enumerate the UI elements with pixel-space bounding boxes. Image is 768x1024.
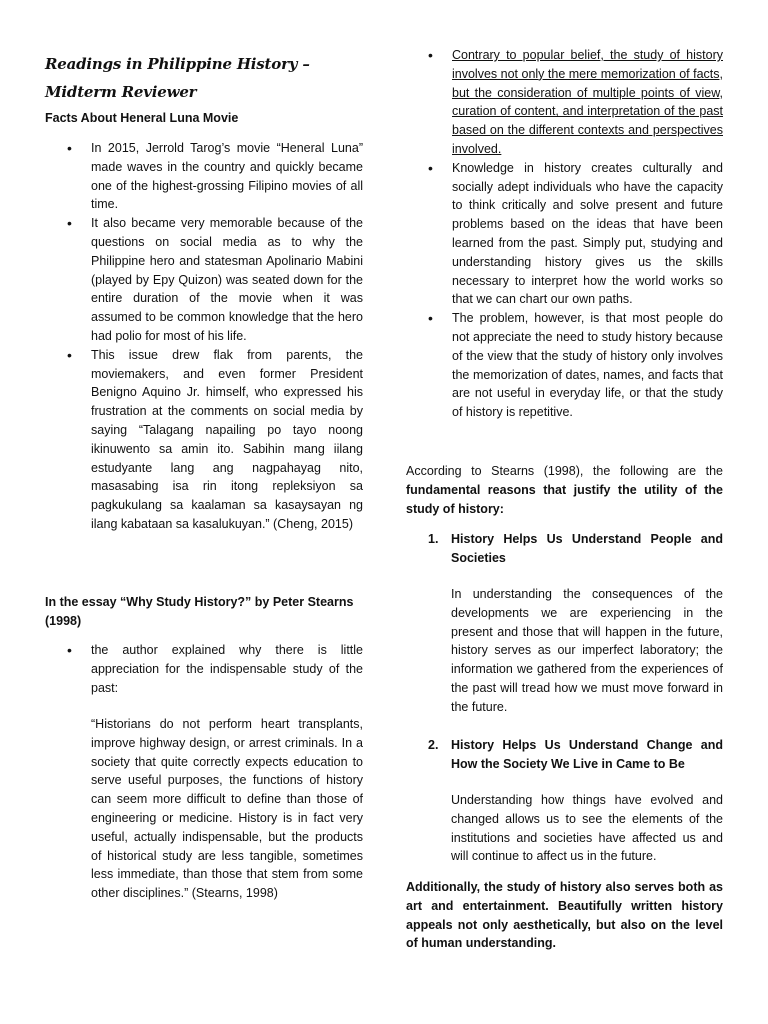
list-item: • In 2015, Jerrold Tarog’s movie “Heneral Luna” made waves in the country and quickly became one of the highest-grossing Filipino movies of all time.	[45, 139, 363, 214]
section-heading-why-study-history: In the essay “Why Study History?” by Peter Stearns (1998)	[45, 595, 354, 628]
closing-paragraph: Additionally, the study of history also serves both as art and entertainment. Beautifully written history appeals not only aesthetically, but also on the level of human understanding.	[406, 880, 723, 951]
reason-number: 1.	[428, 532, 439, 546]
reason-body: In understanding the consequences of the developments we are experiencing in the present and those that will happen in the future, history serves as our imperfect laboratory; the information we gathered from the experiences of the past will tread how we must move forward in the future.	[451, 587, 723, 714]
intro-text: According to Stearns (1998), the following are the	[406, 464, 723, 478]
list-item: • The problem, however, is that most people do not appreciate the need to study history because of the view that the study of history only involves the memorization of dates, names, and facts that are not useful in everyday life, or that the study of history is repetitive.	[406, 309, 723, 422]
reason-item-1	[406, 530, 723, 714]
reason-title: History Helps Us Understand Change and How the Society We Live in Came to Be	[451, 738, 723, 771]
reason-title: History Helps Us Understand People and Societies	[451, 532, 723, 565]
section-heading-heneral-luna: Facts About Heneral Luna Movie	[45, 111, 239, 125]
list-item: • It also became very memorable because of the questions on social media as to why the Philippine hero and statesman Apolinario Mabini (played by Epy Quizon) was seated down for the entire duration of the movie when it was assumed to be common knowledge that the hero had polio for most of his life.	[45, 214, 363, 346]
intro-bold-text: fundamental reasons that justify the utility of the study of history:	[406, 482, 723, 516]
stearns-bullet-list	[45, 641, 363, 697]
reason-body: Understanding how things have evolved and changed allows us to see the elements of the institutions and societies have affected us and will continue to affect us in the future.	[451, 793, 723, 864]
stearns-intro-paragraph	[406, 462, 723, 518]
list-item: • Contrary to popular belief, the study of history involves not only the mere memorization of facts, but the consideration of multiple points of view, curation of content, and interpretation of the past based on the different contexts and perspectives involved.	[406, 46, 723, 159]
reason-number: 2.	[428, 738, 439, 752]
list-item: • Knowledge in history creates culturally and socially adept individuals who have the capacity to think critically and solve present and future problems based on the ideas that have been learned from the past. Simply put, studying and understanding history gives us the skills necessary to interpret how the world works so that we can chart our own paths.	[406, 159, 723, 309]
history-bullet-list	[406, 46, 723, 422]
heneral-luna-bullet-list	[45, 139, 363, 534]
list-item: • the author explained why there is little appreciation for the indispensable study of the past:	[45, 641, 363, 697]
document-title: Readings in Philippine History – Midterm Reviewer	[45, 55, 310, 101]
list-item: • This issue drew flak from parents, the moviemakers, and even former President Benigno Aquino Jr. himself, who expressed his frustration at the comments on social media by saying “Talagang napailing po tayo noong ikinuwento sa amin ito. Sabihin mang iilang estudyante lang ang nagpahayag nito, masasabing isa rin itong repleksiyon sa pagkukulang sa kaalaman sa kasaysayan ng ilang kabataan sa kasalukuyan.” (Cheng, 2015)	[45, 346, 363, 534]
stearns-quote: “Historians do not perform heart transplants, improve highway design, or arrest criminals. In a society that quite correctly expects education to serve useful purposes, the functions of history can seem more difficult to define than those of engineering or medicine. History is in fact very useful, actually indispensable, but the products of historical study are less tangible, sometimes less immediate, than those that stem from some other disciplines.” (Stearns, 1998)	[91, 717, 363, 901]
reason-item-2	[406, 736, 723, 876]
